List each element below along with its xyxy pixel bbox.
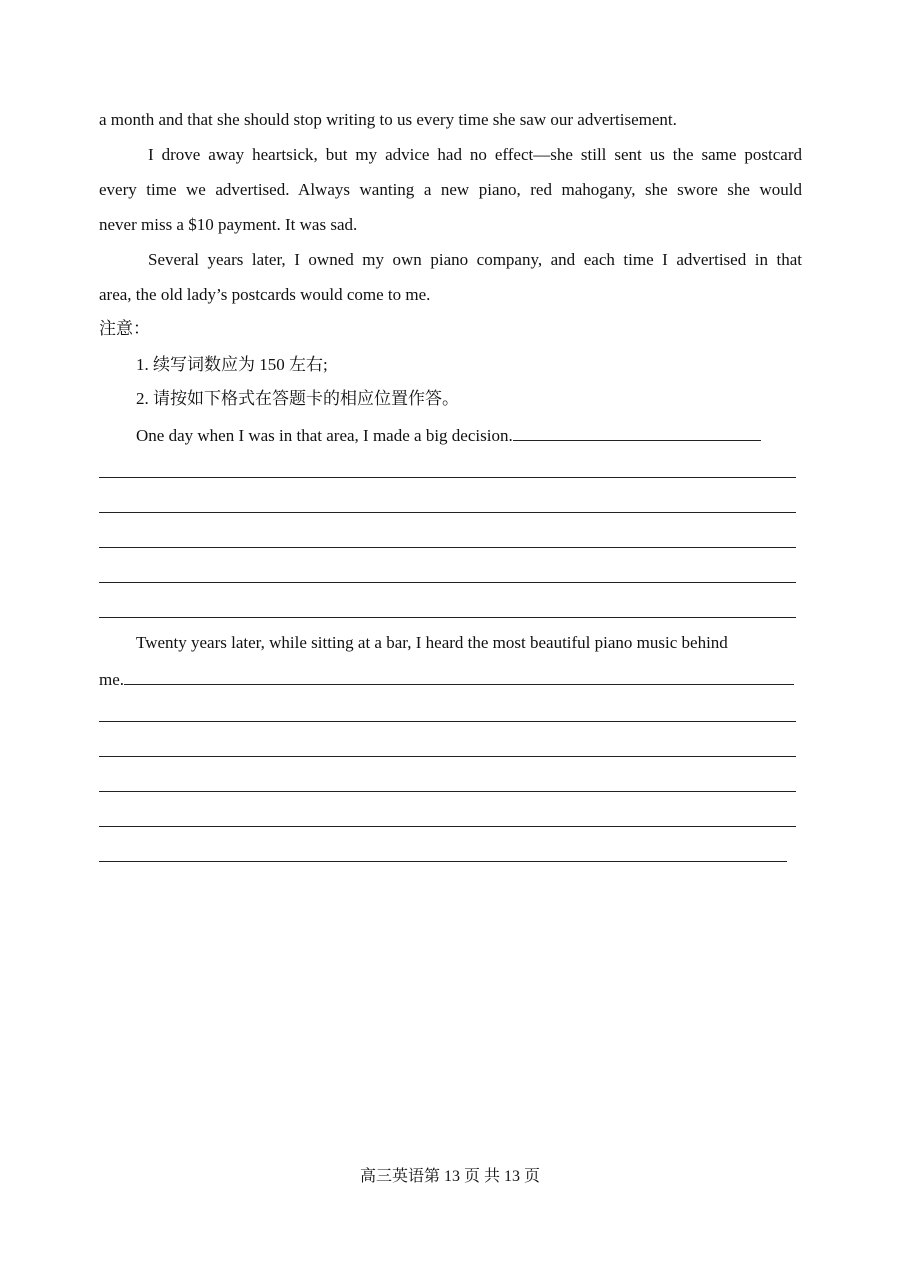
passage-paragraph-3-line-2: area, the old lady’s postcards would come to me. — [99, 285, 431, 304]
answer-line[interactable] — [99, 582, 796, 583]
prompt-1-text: One day when I was in that area, I made a big decision. — [136, 426, 513, 445]
notes-item-2: 2. 请按如下格式在答题卡的相应位置作答。 — [136, 389, 459, 408]
continuation-prompt-1 — [136, 424, 796, 447]
prompt-1-answer-blank[interactable] — [513, 424, 761, 441]
answer-line[interactable] — [99, 512, 796, 513]
notes-item-1: 1. 续写词数应为 150 左右; — [136, 355, 328, 374]
answer-line[interactable] — [99, 477, 796, 478]
answer-line[interactable] — [99, 826, 796, 827]
answer-line[interactable] — [99, 861, 787, 862]
passage-paragraph-2-line-2: every time we advertised. Always wanting a new piano, red mahogany, she swore she would — [99, 180, 802, 199]
passage-paragraph-3-line-1: Several years later, I owned my own piano company, and each time I advertised in that — [148, 250, 802, 269]
passage-line: a month and that she should stop writing to us every time she saw our advertisement. — [99, 110, 677, 129]
answer-line[interactable] — [99, 547, 796, 548]
continuation-prompt-2-line-1: Twenty years later, while sitting at a bar, I heard the most beautiful piano music behind — [136, 633, 728, 652]
answer-line[interactable] — [99, 617, 796, 618]
continuation-prompt-2-line-2 — [99, 668, 796, 691]
notes-heading: 注意： — [99, 319, 150, 338]
answer-line[interactable] — [99, 791, 796, 792]
passage-paragraph-2-line-1: I drove away heartsick, but my advice had no effect—she still sent us the same postcard — [148, 145, 802, 164]
passage-paragraph-2-line-3: never miss a $10 payment. It was sad. — [99, 215, 358, 234]
answer-line[interactable] — [99, 756, 796, 757]
prompt-2-answer-blank[interactable] — [124, 668, 794, 685]
prompt-2-text: me. — [99, 670, 125, 689]
page-footer: 高三英语第 13 页 共 13 页 — [359, 1168, 540, 1185]
answer-line[interactable] — [99, 721, 796, 722]
